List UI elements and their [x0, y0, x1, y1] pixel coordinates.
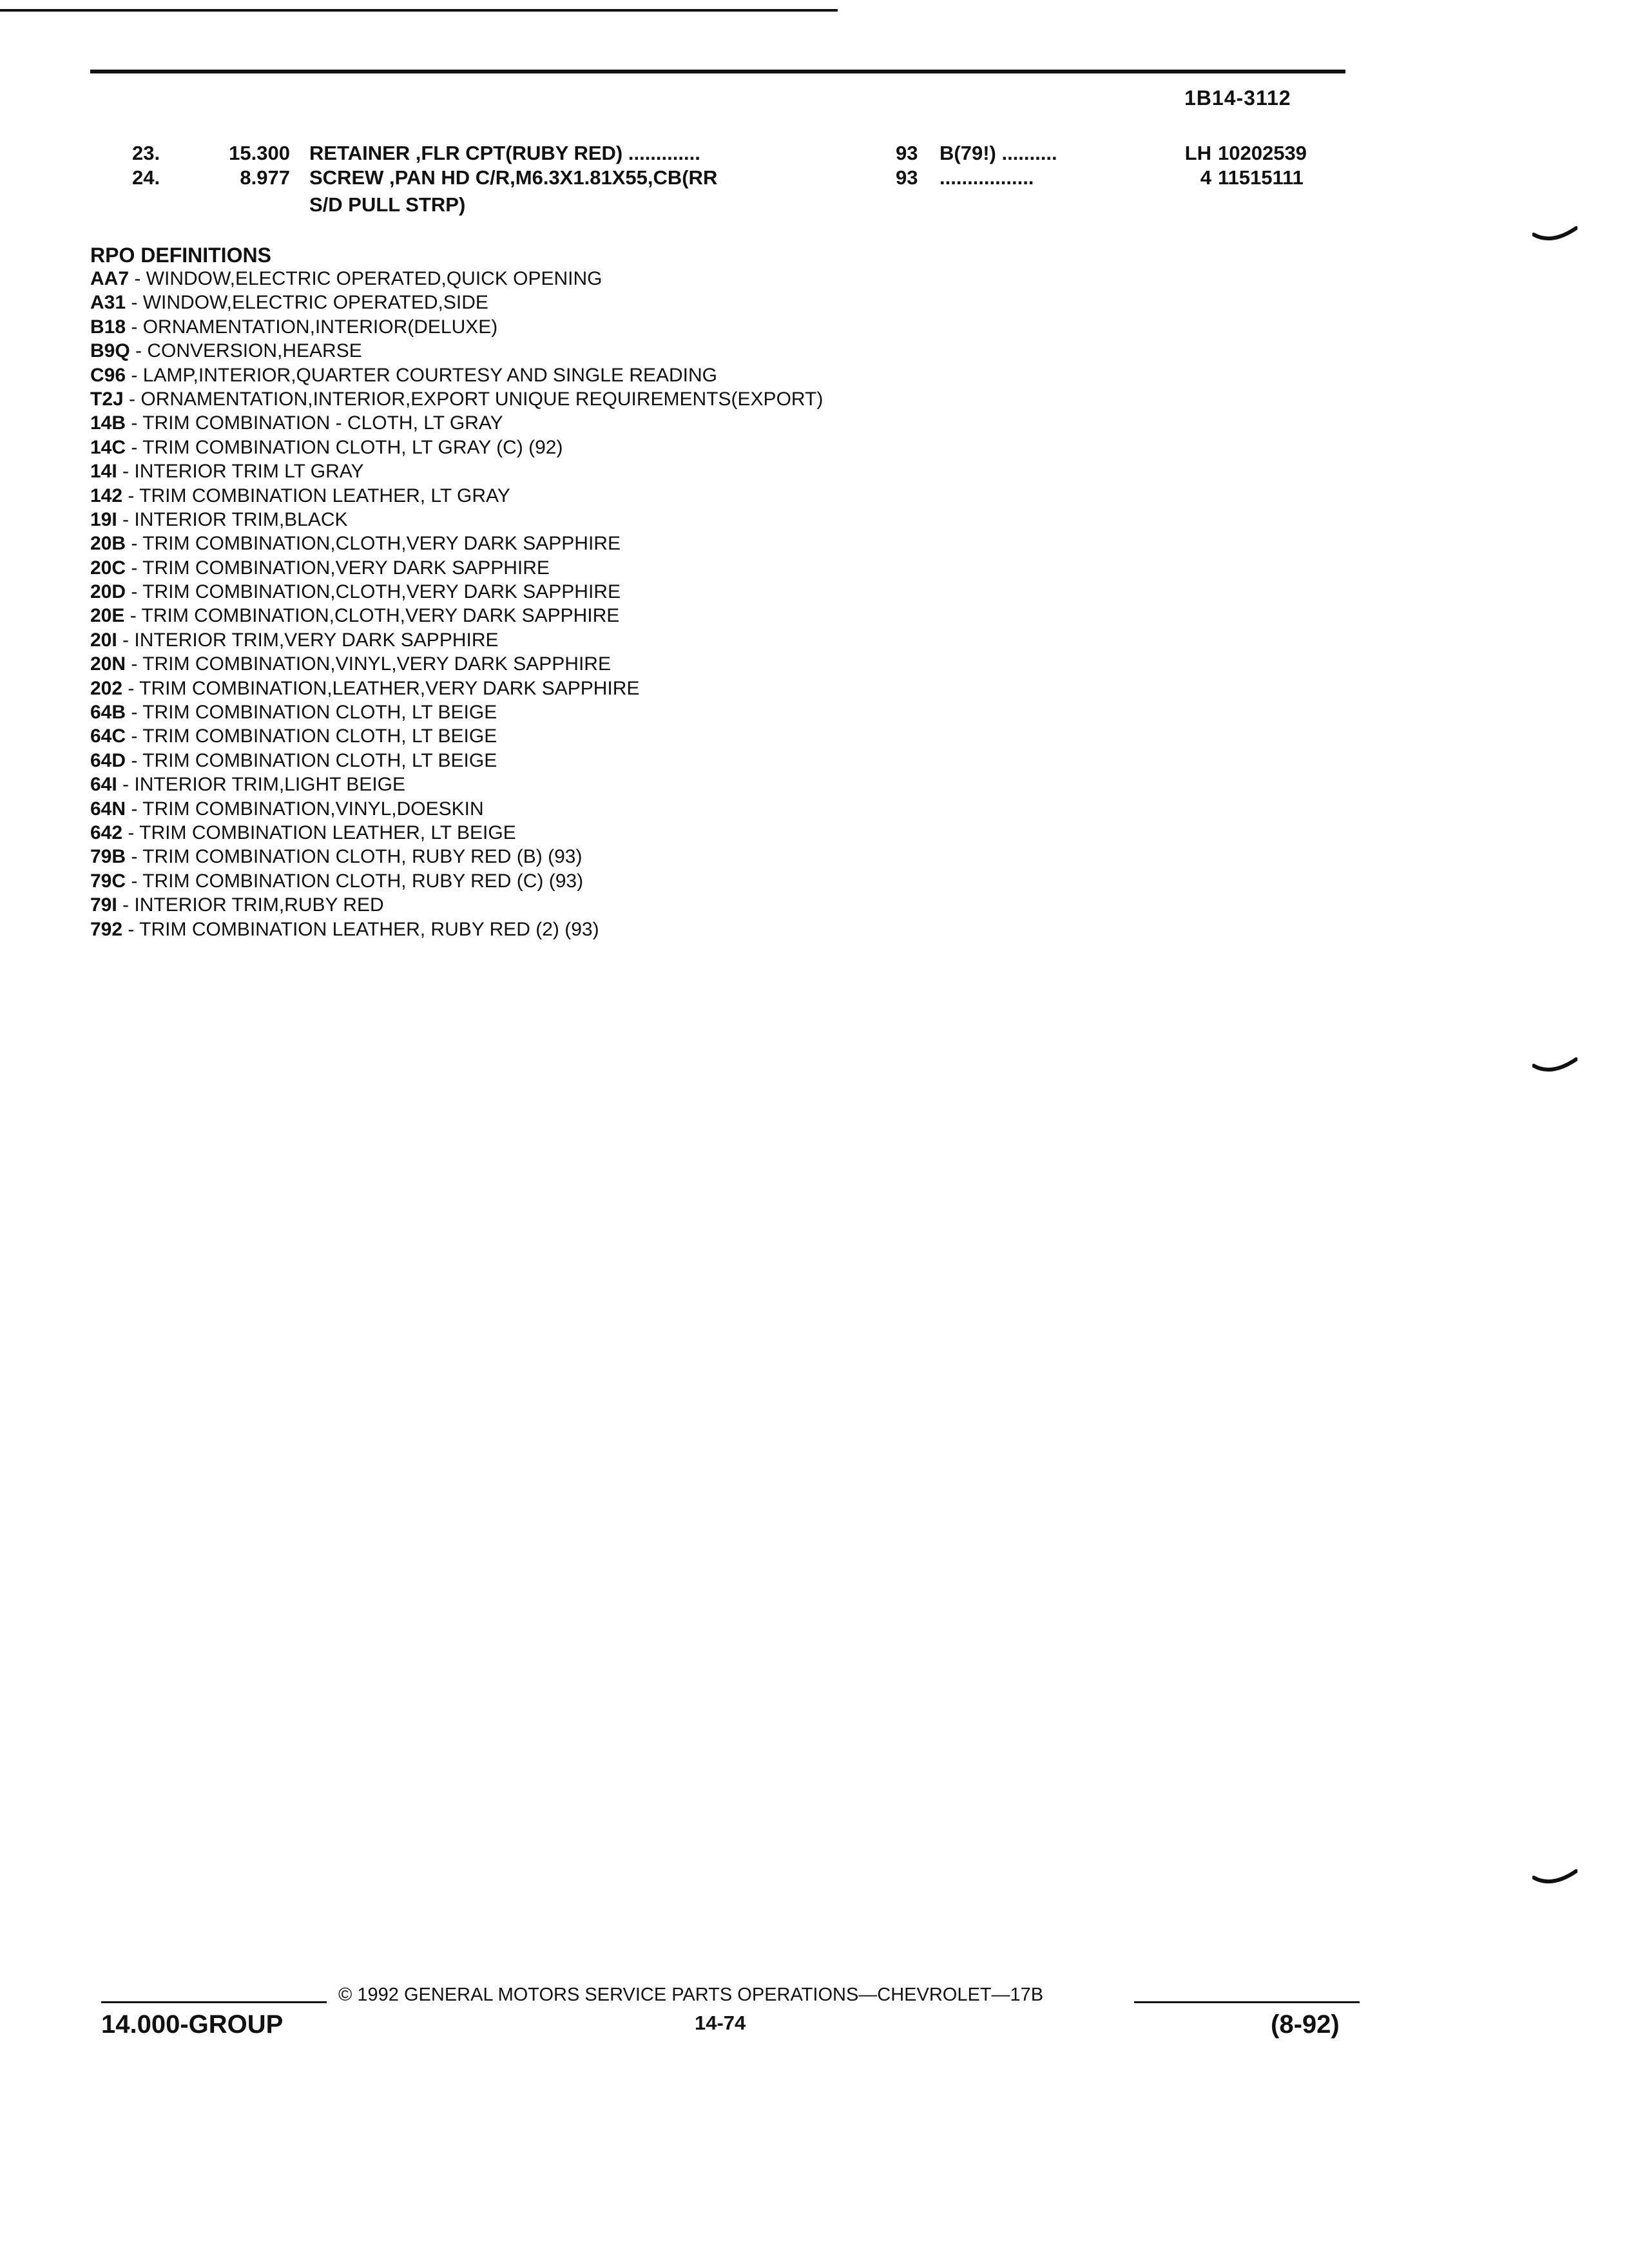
rpo-item [90, 821, 823, 845]
rpo-code: B9Q [90, 340, 130, 362]
rpo-item [90, 628, 823, 652]
rpo-code: 64I [90, 774, 117, 796]
rpo-item [90, 459, 823, 483]
rpo-code: C96 [90, 364, 126, 386]
rpo-description: - WINDOW,ELECTRIC OPERATED,QUICK OPENING [129, 268, 602, 289]
rpo-code: 79I [90, 894, 117, 916]
rpo-description: - TRIM COMBINATION LEATHER, LT GRAY [122, 485, 510, 506]
rpo-description: - TRIM COMBINATION,CLOTH,VERY DARK SAPPHIRE [126, 581, 621, 603]
rpo-description: - TRIM COMBINATION CLOTH, LT BEIGE [126, 726, 497, 747]
rpo-description: - TRIM COMBINATION,LEATHER,VERY DARK SAPPHIRE [122, 677, 640, 699]
usage-code: B(79!) .......... [940, 142, 1057, 164]
table-row [0, 142, 1629, 166]
rpo-description: - INTERIOR TRIM,VERY DARK SAPPHIRE [117, 629, 499, 651]
rpo-item [90, 677, 823, 700]
rpo-code: 142 [90, 485, 123, 506]
rpo-code: 19I [90, 508, 117, 530]
rpo-description: - INTERIOR TRIM,BLACK [117, 508, 348, 530]
top-edge-line [0, 9, 838, 12]
rpo-code: 20N [90, 653, 126, 675]
rpo-description: - TRIM COMBINATION CLOTH, RUBY RED (C) (93) [126, 870, 584, 892]
rpo-item [90, 893, 823, 917]
rpo-code: B18 [90, 316, 126, 338]
rpo-item [90, 556, 823, 580]
rpo-description: - WINDOW,ELECTRIC OPERATED,SIDE [126, 292, 488, 314]
rpo-item [90, 484, 823, 508]
rpo-code: 79C [90, 870, 126, 892]
rpo-item [90, 267, 823, 291]
rpo-item [90, 411, 823, 435]
rpo-item [90, 291, 823, 314]
rpo-item [90, 339, 823, 363]
rpo-code: 20E [90, 605, 125, 627]
rpo-description: - INTERIOR TRIM LT GRAY [117, 461, 364, 483]
rpo-item [90, 604, 823, 628]
rpo-code: A31 [90, 292, 126, 314]
rpo-description: - TRIM COMBINATION,VINYL,VERY DARK SAPPHIRE [126, 653, 611, 675]
part-number: 10202539 [1218, 142, 1307, 164]
rpo-code: 20I [90, 629, 117, 651]
rpo-description: - TRIM COMBINATION CLOTH, LT GRAY (C) (92) [126, 436, 563, 458]
rpo-item [90, 749, 823, 773]
rpo-code: 79B [90, 846, 126, 868]
figure-number: 8.977 [240, 166, 290, 189]
rpo-item [90, 315, 823, 339]
rpo-item [90, 797, 823, 821]
rpo-item [90, 724, 823, 748]
model-year: 93 [896, 166, 918, 189]
binder-hole-mark [1532, 1057, 1577, 1076]
binder-hole-mark [1532, 1869, 1577, 1888]
page-number: 14-74 [695, 2012, 746, 2034]
rpo-item [90, 508, 823, 532]
rpo-description: - INTERIOR TRIM,RUBY RED [117, 894, 384, 916]
quantity: 4 [1200, 166, 1211, 189]
rpo-description: - TRIM COMBINATION,VINYL,DOESKIN [126, 798, 484, 820]
rpo-item [90, 532, 823, 555]
binder-hole-mark [1532, 226, 1577, 245]
rpo-description: - TRIM COMBINATION LEATHER, RUBY RED (2) (93) [122, 918, 599, 940]
model-year: 93 [896, 142, 918, 164]
part-description: RETAINER ,FLR CPT(RUBY RED) ............. [309, 142, 700, 164]
table-row [0, 166, 1629, 191]
rpo-description: - TRIM COMBINATION LEATHER, LT BEIGE [122, 822, 516, 843]
rpo-item [90, 652, 823, 676]
rpo-item [90, 387, 823, 411]
item-number: 24. [132, 166, 160, 189]
footer-date: (8-92) [1271, 2010, 1340, 2039]
rpo-code: 20D [90, 581, 126, 603]
usage-code: ................. [940, 166, 1034, 189]
rpo-list [90, 267, 823, 941]
rpo-code: 792 [90, 918, 123, 940]
rpo-description: - TRIM COMBINATION CLOTH, RUBY RED (B) (93) [126, 846, 583, 868]
rpo-item [90, 773, 823, 796]
rpo-description: - CONVERSION,HEARSE [130, 340, 362, 362]
rpo-item [90, 580, 823, 604]
rpo-code: 20C [90, 557, 126, 579]
rpo-item [90, 845, 823, 869]
rpo-description: - INTERIOR TRIM,LIGHT BEIGE [117, 774, 405, 796]
footer-rule-left [101, 2001, 327, 2003]
rpo-code: 20B [90, 533, 126, 555]
rpo-code: 64B [90, 702, 126, 724]
rpo-item [90, 700, 823, 724]
rpo-description: - TRIM COMBINATION,CLOTH,VERY DARK SAPPHIRE [126, 533, 621, 555]
rpo-description: - TRIM COMBINATION - CLOTH, LT GRAY [126, 412, 503, 434]
part-number: 11515111 [1218, 166, 1304, 189]
rpo-description: - LAMP,INTERIOR,QUARTER COURTESY AND SINGLE READING [126, 364, 718, 386]
footer-copyright: © 1992 GENERAL MOTORS SERVICE PARTS OPERATIONS—CHEVROLET—17B [338, 1984, 1044, 2005]
rpo-code: 642 [90, 822, 123, 843]
part-description: SCREW ,PAN HD C/R,M6.3X1.81X55,CB(RR [309, 166, 718, 189]
rpo-heading: RPO DEFINITIONS [90, 244, 271, 267]
rpo-item [90, 363, 823, 387]
rpo-code: 202 [90, 677, 123, 699]
rpo-code: AA7 [90, 268, 130, 289]
header-rule [90, 70, 1345, 73]
rpo-description: - TRIM COMBINATION CLOTH, LT BEIGE [126, 702, 497, 724]
rpo-code: T2J [90, 388, 124, 410]
page-code: 1B14-3112 [1184, 86, 1291, 110]
rpo-code: 14I [90, 461, 117, 483]
rpo-code: 14B [90, 412, 126, 434]
rpo-item [90, 436, 823, 459]
quantity: LH [1184, 142, 1211, 164]
rpo-item [90, 918, 823, 941]
rpo-code: 14C [90, 436, 126, 458]
footer-group: 14.000-GROUP [101, 2010, 284, 2039]
rpo-item [90, 869, 823, 893]
rpo-code: 64D [90, 749, 126, 771]
rpo-description: - ORNAMENTATION,INTERIOR(DELUXE) [126, 316, 498, 338]
rpo-description: - TRIM COMBINATION,CLOTH,VERY DARK SAPPHIRE [124, 605, 620, 627]
rpo-code: 64N [90, 798, 126, 820]
item-number: 23. [132, 142, 160, 164]
footer-rule-right [1134, 2001, 1360, 2003]
part-description-continued: S/D PULL STRP) [309, 193, 466, 216]
rpo-description: - ORNAMENTATION,INTERIOR,EXPORT UNIQUE REQUIREMENTS(EXPORT) [123, 388, 824, 410]
rpo-description: - TRIM COMBINATION CLOTH, LT BEIGE [126, 749, 497, 771]
rpo-code: 64C [90, 726, 126, 747]
figure-number: 15.300 [229, 142, 290, 164]
rpo-description: - TRIM COMBINATION,VERY DARK SAPPHIRE [126, 557, 550, 579]
